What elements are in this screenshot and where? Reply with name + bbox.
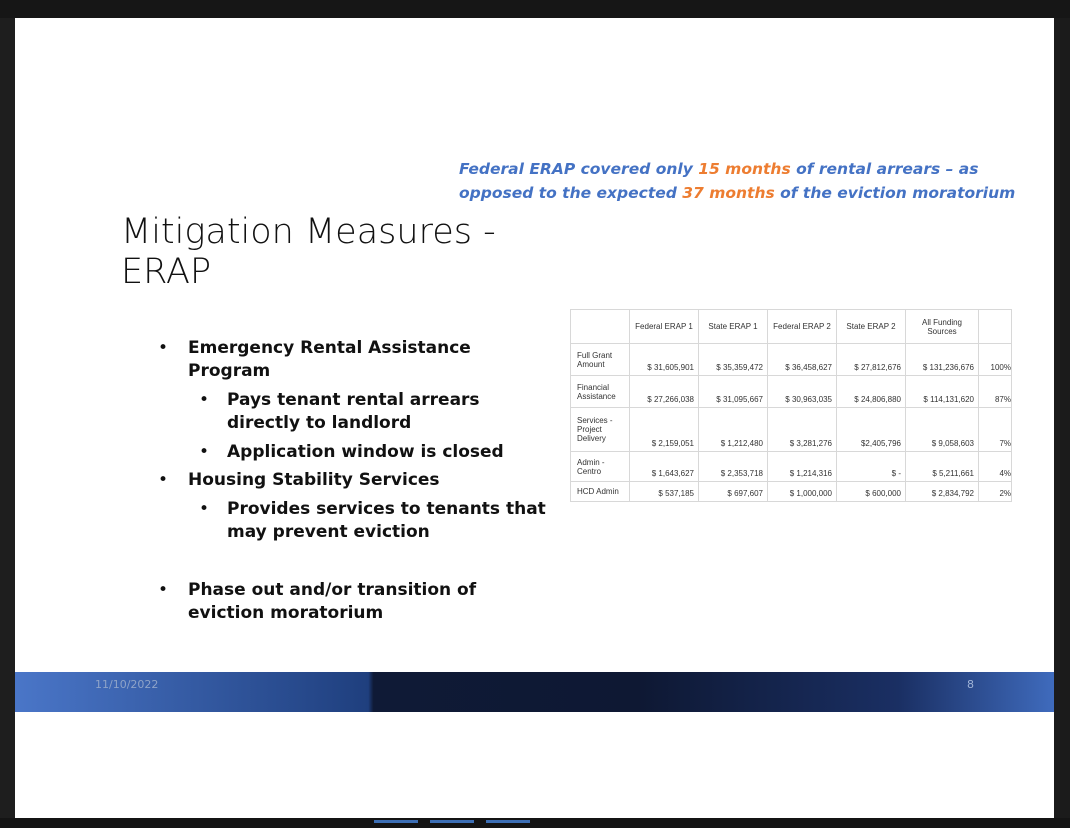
table-cell: $ 5,211,661 xyxy=(906,452,979,482)
table-cell: $ 1,212,480 xyxy=(699,408,768,452)
col-header-federal-erap-2: Federal ERAP 2 xyxy=(768,310,837,344)
table-header-row xyxy=(571,310,1012,344)
table-cell: $ 1,000,000 xyxy=(768,482,837,502)
col-header-all-funding: All Funding Sources xyxy=(906,310,979,344)
table-cell-percent: 2% xyxy=(979,482,1012,502)
col-header-state-erap-1: State ERAP 1 xyxy=(699,310,768,344)
row-label: Financial Assistance xyxy=(571,376,630,408)
table-row xyxy=(571,482,1012,502)
table-cell: $ 1,643,627 xyxy=(630,452,699,482)
slide-title: Mitigation Measures - ERAP xyxy=(121,212,496,292)
table-cell: $2,405,796 xyxy=(837,408,906,452)
footer-date: 11/10/2022 xyxy=(95,678,159,691)
taskbar-item[interactable] xyxy=(374,820,418,823)
table-cell-percent: 87% xyxy=(979,376,1012,408)
row-label: Full Grant Amount xyxy=(571,344,630,376)
bullet-dot: • xyxy=(199,442,210,462)
table-cell: $ 35,359,472 xyxy=(699,344,768,376)
table-cell-percent: 7% xyxy=(979,408,1012,452)
bullet-dot: • xyxy=(158,470,169,490)
bullet-text: Application window is closed xyxy=(227,442,504,462)
footer-page-number: 8 xyxy=(967,678,974,691)
table-cell: $ - xyxy=(837,452,906,482)
table-corner-cell xyxy=(571,310,630,344)
bullet-pays-arrears xyxy=(199,389,527,435)
table-row xyxy=(571,344,1012,376)
note-highlight-15-months: 15 months xyxy=(698,160,791,178)
taskbar-item[interactable] xyxy=(486,820,530,823)
table-cell-percent: 4% xyxy=(979,452,1012,482)
table-row xyxy=(571,408,1012,452)
table-cell-percent: 100% xyxy=(979,344,1012,376)
bullet-provides-services xyxy=(199,498,557,544)
note-text: Federal ERAP covered only xyxy=(459,160,699,178)
table-cell: $ 27,812,676 xyxy=(837,344,906,376)
table-row xyxy=(571,452,1012,482)
table-cell: $ 2,834,792 xyxy=(906,482,979,502)
viewer-top-bar xyxy=(0,0,1070,18)
funding-table xyxy=(570,309,1012,502)
bullet-text: Phase out and/or transition of eviction moratorium xyxy=(188,580,477,623)
note-text: of rental arrears – as opposed to the expected xyxy=(459,160,979,202)
bullet-emergency-rental-assistance xyxy=(158,337,508,383)
slide-footer-band xyxy=(15,672,1054,712)
bullet-dot: • xyxy=(199,499,210,519)
row-label: HCD Admin xyxy=(571,482,630,502)
bullet-application-closed xyxy=(199,441,547,464)
table-cell: $ 30,963,035 xyxy=(768,376,837,408)
bullet-dot: • xyxy=(158,580,169,600)
note-highlight-37-months: 37 months xyxy=(682,184,775,202)
table-cell: $ 114,131,620 xyxy=(906,376,979,408)
table-cell: $ 2,353,718 xyxy=(699,452,768,482)
table-cell: $ 1,214,316 xyxy=(768,452,837,482)
row-label: Admin - Centro xyxy=(571,452,630,482)
table-cell: $ 2,159,051 xyxy=(630,408,699,452)
bullet-list xyxy=(15,18,575,658)
col-header-state-erap-2: State ERAP 2 xyxy=(837,310,906,344)
bullet-dot: • xyxy=(199,390,210,410)
table-cell: $ 600,000 xyxy=(837,482,906,502)
viewer-right-edge xyxy=(1054,18,1070,818)
note-text: of the eviction moratorium xyxy=(774,184,1016,202)
taskbar xyxy=(0,818,1070,828)
table-cell: $ 131,236,676 xyxy=(906,344,979,376)
bullet-text: Provides services to tenants that may prevent eviction xyxy=(227,499,546,542)
bullet-text: Housing Stability Services xyxy=(188,470,440,490)
bullet-dot: • xyxy=(158,338,169,358)
table-cell: $ 9,058,603 xyxy=(906,408,979,452)
table-row xyxy=(571,376,1012,408)
table-cell: $ 697,607 xyxy=(699,482,768,502)
col-header-percent xyxy=(979,310,1012,344)
table-cell: $ 27,266,038 xyxy=(630,376,699,408)
bullet-phase-out xyxy=(158,579,498,625)
table-cell: $ 24,806,880 xyxy=(837,376,906,408)
table-cell: $ 36,458,627 xyxy=(768,344,837,376)
table-cell: $ 31,095,667 xyxy=(699,376,768,408)
bullet-text: Emergency Rental Assistance Program xyxy=(188,338,471,381)
table-cell: $ 3,281,276 xyxy=(768,408,837,452)
slide xyxy=(15,18,1054,818)
bullet-text: Pays tenant rental arrears directly to landlord xyxy=(227,390,480,433)
row-label: Services - Project Delivery xyxy=(571,408,630,452)
table-cell: $ 31,605,901 xyxy=(630,344,699,376)
bullet-housing-stability xyxy=(158,469,508,492)
table-cell: $ 537,185 xyxy=(630,482,699,502)
taskbar-item[interactable] xyxy=(430,820,474,823)
col-header-federal-erap-1: Federal ERAP 1 xyxy=(630,310,699,344)
